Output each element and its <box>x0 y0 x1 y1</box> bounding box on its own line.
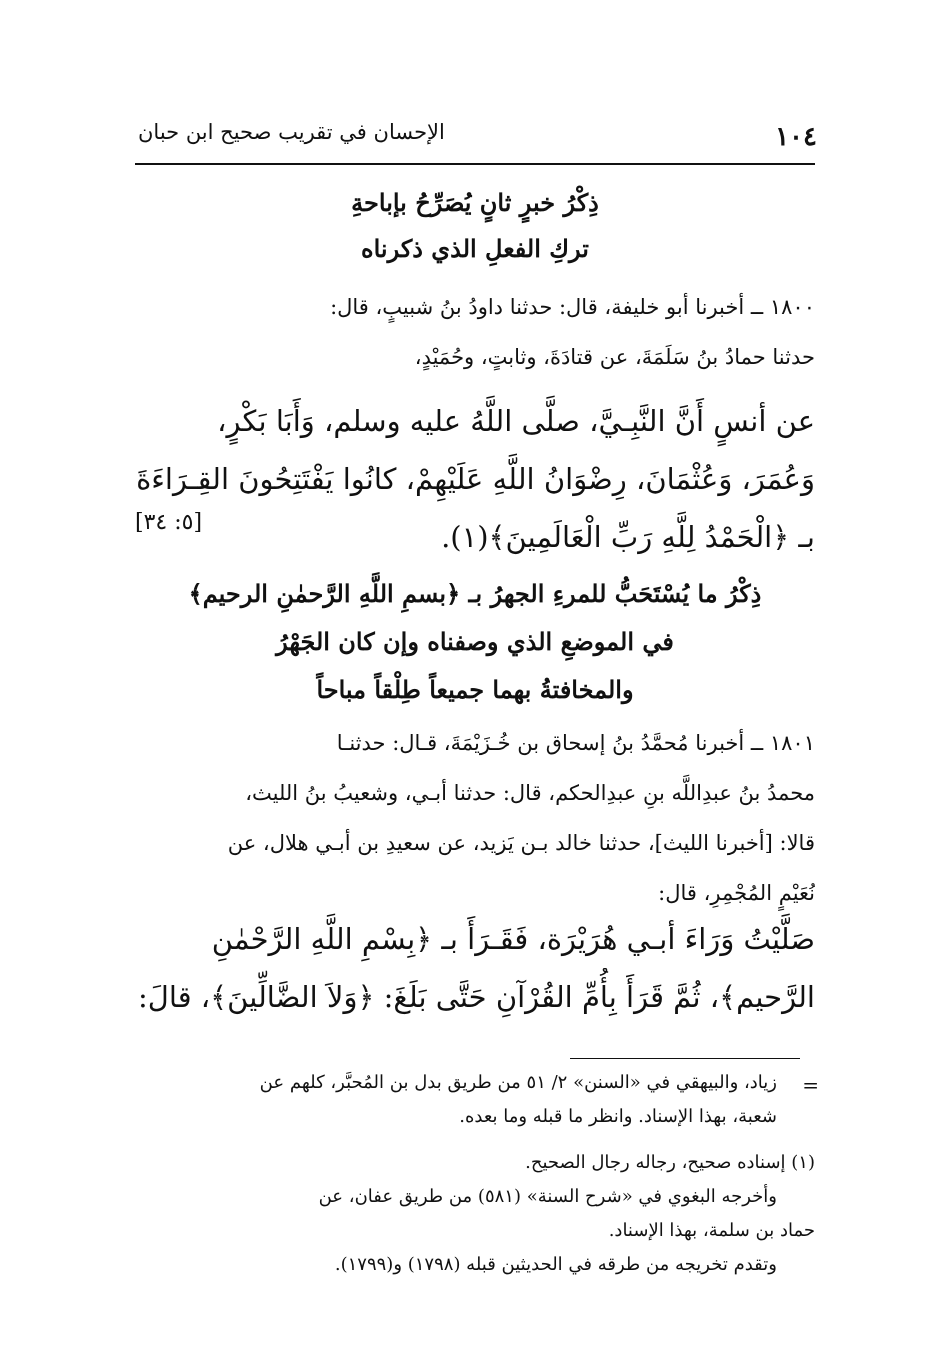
hadith-1801-sanad <box>135 718 815 918</box>
hadith-1801-matn <box>135 910 815 1026</box>
hadith-1800-reference: [٥: ٣٤] <box>135 510 203 535</box>
text-line: ١٨٠٠ ــ أخبرنا أبو خليفة، قال: حدثنا داودُ بنُ شبيبٍ، قال: <box>330 295 815 319</box>
hadith-1800-matn <box>135 392 815 566</box>
text-line: قالا: [أخبرنا الليث]، حدثنا خالد بـن يَزيد، عن سعيدِ بن أبـي هلال، عن <box>227 831 815 855</box>
footnote-line: (١) إسناده صحيح، رجاله رجال الصحيح. <box>525 1152 815 1173</box>
text-line: عن أنسٍ أَنَّ النَّبِـيَّ، صلَّى اللَّهُ عليه وسلم، وَأَبَا بَكْرٍ، <box>217 404 815 438</box>
text-line: حدثنا حمادُ بنُ سَلَمَةَ، عن قتادَةَ، وثابتٍ، وحُمَيْدٍ، <box>414 345 815 369</box>
page-number: ١٠٤ <box>775 122 817 152</box>
footnote-1 <box>135 1146 815 1282</box>
header-rule <box>135 163 815 165</box>
text-line: محمدُ بنُ عبدِاللَّه بنِ عبدِالحكم، قال: حدثنا أبـي، وشعيبُ بنُ الليث، <box>245 781 815 805</box>
footnote-rule <box>570 1058 800 1059</box>
heading-line: ذِكْرُ ما يُسْتَحَبُّ للمرءِ الجهرُ بـ ﴿بسمِ اللَّهِ الرَّحمٰنِ الرحيم﴾ <box>188 579 762 608</box>
footnote-line: حماد بن سلمة، بهذا الإسناد. <box>608 1220 815 1241</box>
running-header-title: الإحسان في تقريب صحيح ابن حبان <box>138 120 445 144</box>
text-line: وَعُمَرَ، وَعُثْمَانَ، رِضْوَانُ اللَّهِ عَلَيْهِمْ، كانُوا يَفْتَتِحُونَ القِـرَاءَةَ <box>136 462 815 496</box>
footnote-line: وتقدم تخريجه من طرقه في الحديثين قبله (١٧٩٨) و(١٧٩٩). <box>334 1254 777 1275</box>
text-line: نُعَيْمٍ المُجْمِرِ، قال: <box>658 881 815 905</box>
hadith-1800-sanad <box>135 282 815 382</box>
footnote-line: شعبة، بهذا الإسناد. وانظر ما قبله وما بعده. <box>459 1106 777 1127</box>
footnote-line: وأخرجه البغوي في «شرح السنة» (٥٨١) من طريق عفان، عن <box>318 1186 777 1207</box>
text-line: ١٨٠١ ــ أخبرنا مُحمَّدُ بنُ إسحاق بن خُـزَيْمَةَ، قـال: حدثنـا <box>336 731 815 755</box>
footnote-continuation-mark: = <box>802 1073 819 1097</box>
text-line: الرَّحيم﴾، ثُمَّ قَرَأَ بِأُمِّ القُرْآنِ حَتَّى بَلَغَ: ﴿وَلاَ الضَّالِّينَ﴾، قالَ: <box>138 980 815 1014</box>
section-heading-2 <box>135 570 815 714</box>
heading-line: ذِكْرُ خبرٍ ثانٍ يُصَرِّحُ بإباحةِ <box>351 188 599 217</box>
footnote-continuation <box>135 1066 777 1134</box>
heading-line: تركِ الفعلِ الذي ذكرناه <box>361 234 589 263</box>
section-heading-1 <box>135 180 815 272</box>
footnote-line: زياد، والبيهقي في «السنن» ٢/ ٥١ من طريق بدل بن المُحبَّر، كلهم عن <box>259 1072 777 1093</box>
heading-line: والمخافتةُ بهما جميعاً طِلْقاً مباحاً <box>316 675 634 704</box>
text-line: صَلَّيْتُ وَرَاءَ أبـي هُرَيْرَة، فَقَـرَأَ بـ ﴿بِسْمِ اللَّهِ الرَّحْمٰنِ <box>211 922 815 956</box>
text-line: بـ ﴿الْحَمْدُ لِلَّهِ رَبِّ الْعَالَمِينَ﴾(١). <box>441 520 815 554</box>
heading-line: في الموضعِ الذي وصفناه وإن كان الجَهْرُ <box>276 627 674 656</box>
